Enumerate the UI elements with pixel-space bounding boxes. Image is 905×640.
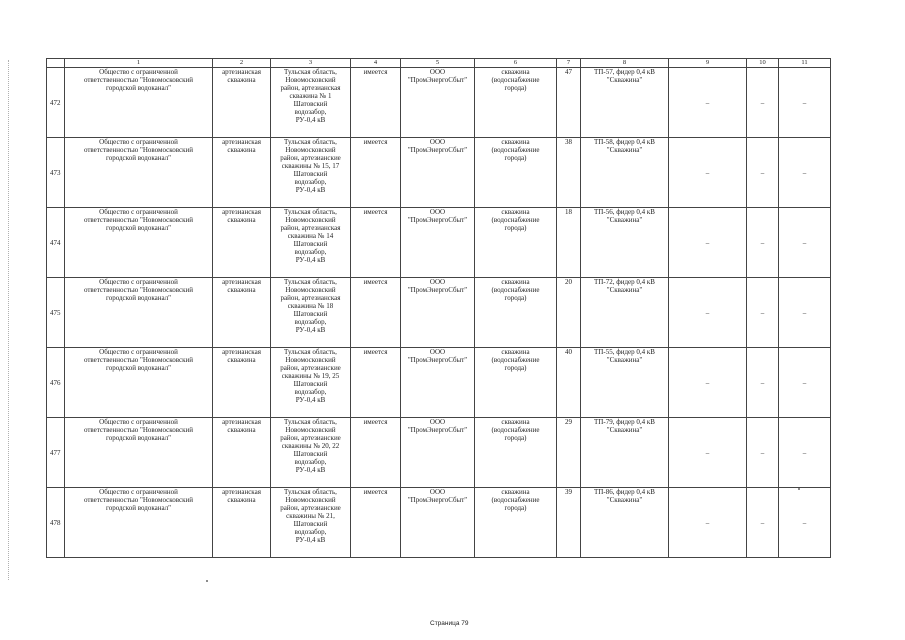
cell-text-line: ответственностью "Новомосковский — [83, 356, 194, 364]
cell-text-line: скважина — [227, 496, 256, 504]
column-number-11: 11 — [779, 59, 831, 68]
availability-cell: имеется — [351, 138, 401, 208]
column-number-1: 1 — [65, 59, 213, 68]
owner-cell — [65, 488, 213, 558]
address-cell — [271, 208, 351, 278]
cell-text-line: ответственностью "Новомосковский — [83, 76, 194, 84]
cell-text-line: ТП-57, фидер 0,4 кВ — [594, 68, 655, 76]
object-type-cell — [213, 68, 271, 138]
purpose-cell — [475, 208, 557, 278]
table-row — [47, 68, 831, 138]
column-9-cell: – — [669, 68, 747, 138]
scan-margin-mark — [8, 60, 9, 580]
cell-text-line: скважина — [501, 418, 530, 426]
cell-text-line: ТП-86, фидер 0,4 кВ — [594, 488, 655, 496]
owner-cell — [65, 278, 213, 348]
availability-cell: имеется — [351, 488, 401, 558]
cell-text-line: Новомосковский — [285, 146, 336, 154]
cell-text-line: города) — [504, 434, 527, 442]
cell-text-line: "Скважина" — [606, 286, 643, 294]
object-type-cell — [213, 138, 271, 208]
cell-text-line: "ПромЭнергоСбыт" — [407, 286, 468, 294]
cell-text-line: Новомосковский — [285, 286, 336, 294]
cell-text-line: города) — [504, 224, 527, 232]
purpose-cell — [475, 488, 557, 558]
owner-cell — [65, 68, 213, 138]
supplier-cell — [401, 208, 475, 278]
column-number-3: 3 — [271, 59, 351, 68]
cell-text-line: водозабор, — [294, 458, 327, 466]
cell-text-line: ответственностью "Новомосковский — [83, 216, 194, 224]
column-11-cell: – — [779, 348, 831, 418]
cell-text-line: "Скважина" — [606, 76, 643, 84]
cell-text-line: водозабор, — [294, 318, 327, 326]
cell-text-line: скважина — [227, 146, 256, 154]
column-10-cell: – — [747, 278, 779, 348]
value-cell: 20 — [557, 278, 581, 348]
cell-text-line: РУ-0,4 кВ — [295, 186, 326, 194]
column-9-cell: – — [669, 488, 747, 558]
column-10-cell: – — [747, 208, 779, 278]
supplier-cell — [401, 348, 475, 418]
cell-text-line: Шатовский — [293, 240, 328, 248]
address-cell — [271, 68, 351, 138]
cell-text-line: ТП-72, фидер 0,4 кВ — [594, 278, 655, 286]
purpose-cell — [475, 418, 557, 488]
cell-text-line: ТП-55, фидер 0,4 кВ — [594, 348, 655, 356]
column-9-cell: – — [669, 208, 747, 278]
cell-text-line: Новомосковский — [285, 216, 336, 224]
column-11-cell: – — [779, 68, 831, 138]
column-11-cell: – — [779, 208, 831, 278]
feeder-cell — [581, 488, 669, 558]
cell-text-line: "Скважина" — [606, 146, 643, 154]
cell-text-line: скважина — [501, 278, 530, 286]
value-cell: 38 — [557, 138, 581, 208]
cell-text-line: район, артезианская — [280, 224, 341, 232]
column-number-6: 6 — [475, 59, 557, 68]
row-number-cell: 474 — [47, 208, 65, 278]
cell-text-line: район, артезианская — [280, 84, 341, 92]
row-number-cell: 478 — [47, 488, 65, 558]
address-cell — [271, 488, 351, 558]
cell-text-line: ответственностью "Новомосковский — [83, 286, 194, 294]
row-number-cell: 472 — [47, 68, 65, 138]
cell-text-line: (водоснабжение — [491, 286, 540, 294]
cell-text-line: Шатовский — [293, 450, 328, 458]
column-11-cell: – — [779, 138, 831, 208]
owner-cell — [65, 348, 213, 418]
cell-text-line: скважина — [227, 356, 256, 364]
feeder-cell — [581, 418, 669, 488]
supplier-cell — [401, 278, 475, 348]
cell-text-line: район, артезианские — [280, 434, 341, 442]
cell-text-line: городской водоканал" — [106, 434, 171, 442]
cell-text-line: ООО — [429, 68, 446, 76]
cell-text-line: Общество с ограниченной — [99, 138, 178, 146]
cell-text-line: "ПромЭнергоСбыт" — [407, 496, 468, 504]
column-number-9: 9 — [669, 59, 747, 68]
cell-text-line: городской водоканал" — [106, 224, 171, 232]
cell-text-line: скважина — [501, 348, 530, 356]
row-number-cell: 475 — [47, 278, 65, 348]
cell-text-line: ООО — [429, 138, 446, 146]
table-row — [47, 138, 831, 208]
cell-text-line: "ПромЭнергоСбыт" — [407, 426, 468, 434]
cell-text-line: Новомосковский — [285, 496, 336, 504]
cell-text-line: скважины № 15, 17 — [281, 162, 340, 170]
cell-text-line: Шатовский — [293, 100, 328, 108]
page-footer: Страница 79 — [430, 620, 469, 627]
registry-table — [46, 58, 831, 558]
cell-text-line: городской водоканал" — [106, 84, 171, 92]
cell-text-line: РУ-0,4 кВ — [295, 536, 326, 544]
cell-text-line: РУ-0,4 кВ — [295, 466, 326, 474]
cell-text-line: скважина — [501, 208, 530, 216]
column-number-blank — [47, 59, 65, 68]
object-type-cell — [213, 348, 271, 418]
cell-text-line: артезианская — [222, 418, 261, 426]
availability-cell: имеется — [351, 418, 401, 488]
cell-text-line: район, артезианские — [280, 364, 341, 372]
column-11-cell: – — [779, 418, 831, 488]
cell-text-line: скважина — [227, 76, 256, 84]
column-number-7: 7 — [557, 59, 581, 68]
cell-text-line: Тульская область, — [284, 418, 337, 426]
cell-text-line: (водоснабжение — [491, 356, 540, 364]
cell-text-line: скважина № 14 — [287, 232, 334, 240]
column-11-cell: – — [779, 488, 831, 558]
purpose-cell — [475, 68, 557, 138]
cell-text-line: (водоснабжение — [491, 216, 540, 224]
cell-text-line: РУ-0,4 кВ — [295, 256, 326, 264]
cell-text-line: ТП-58, фидер 0,4 кВ — [594, 138, 655, 146]
column-9-cell: – — [669, 348, 747, 418]
column-number-4: 4 — [351, 59, 401, 68]
scan-speck — [206, 580, 208, 582]
value-cell: 18 — [557, 208, 581, 278]
cell-text-line: артезианская — [222, 348, 261, 356]
cell-text-line: ответственностью "Новомосковский — [83, 146, 194, 154]
cell-text-line: городской водоканал" — [106, 364, 171, 372]
cell-text-line: скважина — [227, 426, 256, 434]
cell-text-line: "Скважина" — [606, 216, 643, 224]
supplier-cell — [401, 138, 475, 208]
cell-text-line: Тульская область, — [284, 348, 337, 356]
address-cell — [271, 418, 351, 488]
cell-text-line: городской водоканал" — [106, 504, 171, 512]
cell-text-line: "Скважина" — [606, 496, 643, 504]
column-10-cell: – — [747, 68, 779, 138]
cell-text-line: ООО — [429, 418, 446, 426]
cell-text-line: артезианская — [222, 488, 261, 496]
cell-text-line: Тульская область, — [284, 68, 337, 76]
owner-cell — [65, 208, 213, 278]
feeder-cell — [581, 68, 669, 138]
value-cell: 47 — [557, 68, 581, 138]
cell-text-line: ООО — [429, 488, 446, 496]
cell-text-line: "ПромЭнергоСбыт" — [407, 216, 468, 224]
cell-text-line: Общество с ограниченной — [99, 208, 178, 216]
cell-text-line: скважина — [227, 216, 256, 224]
cell-text-line: скважина — [501, 488, 530, 496]
cell-text-line: Новомосковский — [285, 426, 336, 434]
cell-text-line: Шатовский — [293, 310, 328, 318]
cell-text-line: скважина — [227, 286, 256, 294]
feeder-cell — [581, 138, 669, 208]
cell-text-line: скважина — [501, 138, 530, 146]
table-row — [47, 488, 831, 558]
row-number-cell: 473 — [47, 138, 65, 208]
cell-text-line: ООО — [429, 348, 446, 356]
cell-text-line: водозабор, — [294, 388, 327, 396]
cell-text-line: скважина № 1 — [289, 92, 332, 100]
table-body — [47, 59, 831, 558]
cell-text-line: скважина № 18 — [287, 302, 334, 310]
object-type-cell — [213, 278, 271, 348]
cell-text-line: скважина — [501, 68, 530, 76]
supplier-cell — [401, 418, 475, 488]
cell-text-line: "Скважина" — [606, 356, 643, 364]
purpose-cell — [475, 348, 557, 418]
feeder-cell — [581, 278, 669, 348]
supplier-cell — [401, 68, 475, 138]
value-cell: 29 — [557, 418, 581, 488]
cell-text-line: "ПромЭнергоСбыт" — [407, 146, 468, 154]
column-10-cell: – — [747, 138, 779, 208]
column-number-5: 5 — [401, 59, 475, 68]
cell-text-line: Тульская область, — [284, 278, 337, 286]
column-9-cell: – — [669, 138, 747, 208]
cell-text-line: городской водоканал" — [106, 294, 171, 302]
availability-cell: имеется — [351, 278, 401, 348]
cell-text-line: водозабор, — [294, 178, 327, 186]
supplier-cell — [401, 488, 475, 558]
cell-text-line: "ПромЭнергоСбыт" — [407, 356, 468, 364]
table-row — [47, 208, 831, 278]
cell-text-line: Тульская область, — [284, 208, 337, 216]
cell-text-line: ответственностью "Новомосковский — [83, 496, 194, 504]
cell-text-line: ответственностью "Новомосковский — [83, 426, 194, 434]
column-number-row — [47, 59, 831, 68]
cell-text-line: Общество с ограниченной — [99, 488, 178, 496]
row-number-cell: 477 — [47, 418, 65, 488]
column-number-2: 2 — [213, 59, 271, 68]
column-number-10: 10 — [747, 59, 779, 68]
cell-text-line: (водоснабжение — [491, 146, 540, 154]
object-type-cell — [213, 208, 271, 278]
cell-text-line: Новомосковский — [285, 356, 336, 364]
cell-text-line: скважины № 21, — [286, 512, 335, 520]
address-cell — [271, 348, 351, 418]
cell-text-line: РУ-0,4 кВ — [295, 326, 326, 334]
cell-text-line: города) — [504, 504, 527, 512]
cell-text-line: (водоснабжение — [491, 76, 540, 84]
object-type-cell — [213, 418, 271, 488]
column-10-cell: – — [747, 348, 779, 418]
cell-text-line: Общество с ограниченной — [99, 278, 178, 286]
cell-text-line: Тульская область, — [284, 138, 337, 146]
value-cell: 40 — [557, 348, 581, 418]
cell-text-line: Шатовский — [293, 170, 328, 178]
cell-text-line: (водоснабжение — [491, 496, 540, 504]
object-type-cell — [213, 488, 271, 558]
cell-text-line: Новомосковский — [285, 76, 336, 84]
cell-text-line: города) — [504, 84, 527, 92]
purpose-cell — [475, 278, 557, 348]
cell-text-line: ООО — [429, 208, 446, 216]
cell-text-line: район, артезианская — [280, 294, 341, 302]
row-number-cell: 476 — [47, 348, 65, 418]
cell-text-line: города) — [504, 154, 527, 162]
cell-text-line: артезианская — [222, 208, 261, 216]
owner-cell — [65, 418, 213, 488]
cell-text-line: городской водоканал" — [106, 154, 171, 162]
column-9-cell: – — [669, 278, 747, 348]
cell-text-line: ТП-79, фидер 0,4 кВ — [594, 418, 655, 426]
cell-text-line: "Скважина" — [606, 426, 643, 434]
cell-text-line: ООО — [429, 278, 446, 286]
cell-text-line: Общество с ограниченной — [99, 68, 178, 76]
cell-text-line: РУ-0,4 кВ — [295, 116, 326, 124]
table-row — [47, 348, 831, 418]
cell-text-line: водозабор, — [294, 108, 327, 116]
cell-text-line: водозабор, — [294, 248, 327, 256]
address-cell — [271, 278, 351, 348]
cell-text-line: артезианская — [222, 68, 261, 76]
cell-text-line: скважины № 20, 22 — [281, 442, 340, 450]
column-10-cell: – — [747, 418, 779, 488]
cell-text-line: ТП-56, фидер 0,4 кВ — [594, 208, 655, 216]
cell-text-line: Шатовский — [293, 520, 328, 528]
owner-cell — [65, 138, 213, 208]
cell-text-line: район, артезианские — [280, 154, 341, 162]
address-cell — [271, 138, 351, 208]
column-11-cell: – — [779, 278, 831, 348]
table-row — [47, 418, 831, 488]
column-9-cell: – — [669, 418, 747, 488]
availability-cell: имеется — [351, 68, 401, 138]
cell-text-line: водозабор, — [294, 528, 327, 536]
purpose-cell — [475, 138, 557, 208]
cell-text-line: "ПромЭнергоСбыт" — [407, 76, 468, 84]
cell-text-line: артезианская — [222, 138, 261, 146]
availability-cell: имеется — [351, 348, 401, 418]
cell-text-line: артезианская — [222, 278, 261, 286]
cell-text-line: скважины № 19, 25 — [281, 372, 340, 380]
cell-text-line: Общество с ограниченной — [99, 348, 178, 356]
column-10-cell: – — [747, 488, 779, 558]
cell-text-line: Тульская область, — [284, 488, 337, 496]
cell-text-line: РУ-0,4 кВ — [295, 396, 326, 404]
feeder-cell — [581, 208, 669, 278]
cell-text-line: города) — [504, 294, 527, 302]
table-row — [47, 278, 831, 348]
cell-text-line: Шатовский — [293, 380, 328, 388]
column-number-8: 8 — [581, 59, 669, 68]
availability-cell: имеется — [351, 208, 401, 278]
feeder-cell — [581, 348, 669, 418]
cell-text-line: район, артезианские — [280, 504, 341, 512]
value-cell: 39 — [557, 488, 581, 558]
cell-text-line: города) — [504, 364, 527, 372]
cell-text-line: (водоснабжение — [491, 426, 540, 434]
cell-text-line: Общество с ограниченной — [99, 418, 178, 426]
